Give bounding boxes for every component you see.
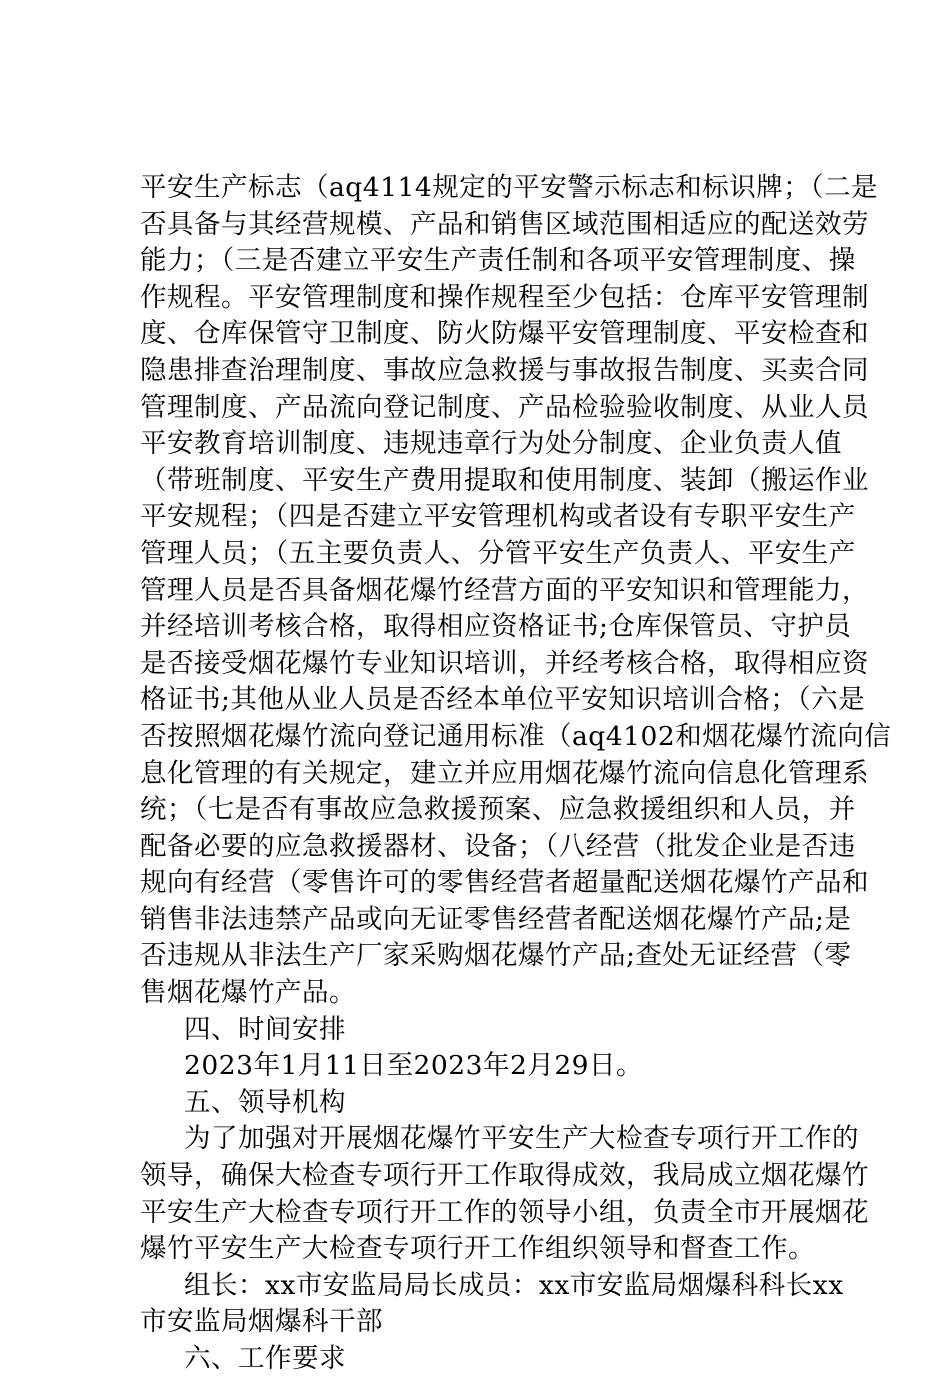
section-heading: 四、时间安排 bbox=[184, 1013, 346, 1045]
text-line: 否具备与其经营规模、产品和销售区域范围相适应的配送效劳 bbox=[140, 208, 869, 240]
text-line: 能力；（三是否建立平安生产责任制和各项平安管理制度、操 bbox=[140, 245, 856, 277]
document-body bbox=[140, 170, 892, 1378]
text-line: 度、仓库保管守卫制度、防火防爆平安管理制度、平安检查和 bbox=[140, 318, 869, 350]
text-line: 规向有经营（零售许可的零售经营者超量配送烟花爆竹产品和 bbox=[140, 867, 869, 899]
text-line: 销售非法违禁产品或向无证零售经营者配送烟花爆竹产品;是 bbox=[140, 903, 852, 935]
text-line: 并经培训考核合格，取得相应资格证书;仓库保管员、守护员 bbox=[140, 611, 852, 643]
text-line: 平安生产标志（aq4114规定的平安警示标志和标识牌；（二是 bbox=[140, 172, 878, 203]
text-line: 是否接受烟花爆竹专业知识培训，并经考核合格，取得相应资 bbox=[140, 647, 869, 679]
text-line: 隐患排查治理制度、事故应急救援与事故报告制度、买卖合同 bbox=[140, 354, 869, 386]
text-line: 领导，确保大检查专项行开工作取得成效，我局成立烟花爆竹 bbox=[140, 1160, 869, 1192]
text-line: 否按照烟花爆竹流向登记通用标准（aq4102和烟花爆竹流向信 bbox=[140, 720, 892, 752]
text-line: （带班制度、平安生产费用提取和使用制度、装卸（搬运作业 bbox=[140, 464, 869, 496]
text-line: 市安监局烟爆科干部 bbox=[140, 1306, 383, 1338]
text-line: 平安教育培训制度、违规违章行为处分制度、企业负责人值 bbox=[140, 428, 842, 460]
text-line: 2023年1月11日至2023年2月29日。 bbox=[184, 1050, 644, 1082]
text-line: 组长：xx市安监局局长成员：xx市安监局烟爆科科长xx bbox=[184, 1269, 844, 1301]
text-line: 管理制度、产品流向登记制度、产品检验验收制度、从业人员 bbox=[140, 391, 869, 423]
text-line: 配备必要的应急救援器材、设备；（八经营（批发企业是否违 bbox=[140, 830, 856, 862]
text-line: 管理人员；（五主要负责人、分管平安生产负责人、平安生产 bbox=[140, 537, 856, 569]
text-line: 统；（七是否有事故应急救援预案、应急救援组织和人员，并 bbox=[140, 794, 856, 826]
text-line: 否违规从非法生产厂家采购烟花爆竹产品;查处无证经营（零 bbox=[140, 940, 852, 972]
text-line: 管理人员是否具备烟花爆竹经营方面的平安知识和管理能力， bbox=[140, 574, 869, 606]
section-heading: 五、领导机构 bbox=[184, 1086, 346, 1118]
text-line: 平安生产大检查专项行开工作的领导小组，负责全市开展烟花 bbox=[140, 1196, 869, 1228]
text-line: 息化管理的有关规定，建立并应用烟花爆竹流向信息化管理系 bbox=[140, 757, 869, 789]
text-line: 售烟花爆竹产品。 bbox=[140, 977, 356, 1009]
text-line: 平安规程；（四是否建立平安管理机构或者设有专职平安生产 bbox=[140, 501, 856, 533]
text-line: 为了加强对开展烟花爆竹平安生产大检查专项行开工作的 bbox=[184, 1123, 859, 1155]
section-heading: 六、工作要求 bbox=[184, 1343, 346, 1374]
text-line: 爆竹平安生产大检查专项行开工作组织领导和督查工作。 bbox=[140, 1233, 815, 1265]
text-line: 格证书;其他从业人员是否经本单位平安知识培训合格；（六是 bbox=[140, 684, 866, 716]
text-line: 作规程。平安管理制度和操作规程至少包括：仓库平安管理制 bbox=[140, 281, 869, 313]
